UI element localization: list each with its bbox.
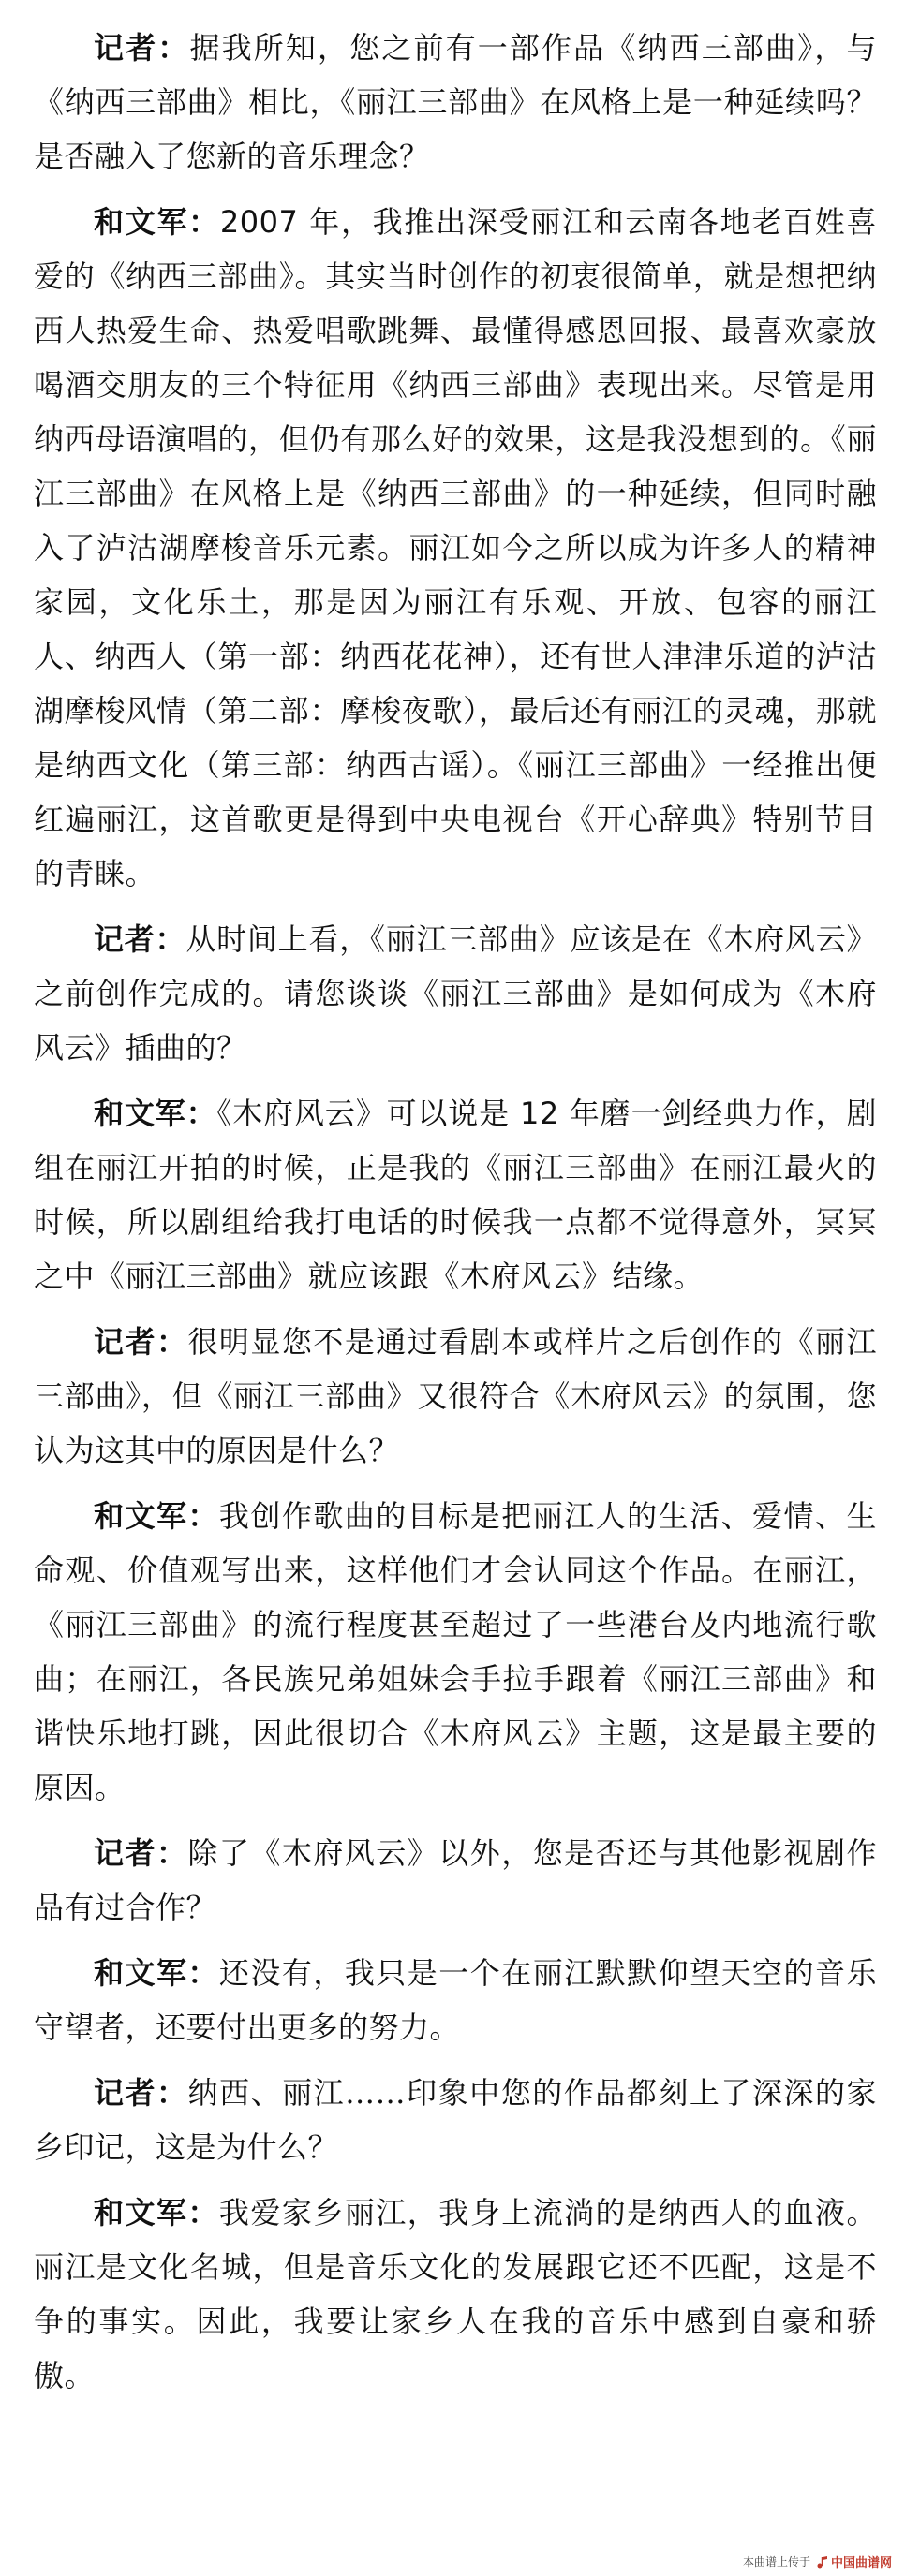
paragraph-text: 从时间上看，《丽江三部曲》应该是在《木府风云》之前创作完成的。请您谈谈《丽江三部曲》是如何成为《木府风云》插曲的？ [34,921,877,1066]
paragraph-text: 除了《木府风云》以外，您是否还与其他影视剧作品有过合作？ [34,1835,877,1925]
speaker-label: 记者： [94,2075,188,2111]
speaker-label: 和文军： [94,1096,217,1131]
site-logo [816,2553,892,2570]
paragraph-answer-3 [34,1489,877,1815]
paragraph-reporter-5 [34,2066,877,2174]
paragraph-text: 我创作歌曲的目标是把丽江人的生活、爱情、生命观、价值观写出来，这样他们才会认同这个作品。在丽江，《丽江三部曲》的流行程度甚至超过了一些港台及内地流行歌曲；在丽江，各民族兄弟姐妹会手拉手跟着《丽江三部曲》和谐快乐地打跳，因此很切合《木府风云》主题，这是最主要的原因。 [34,1498,877,1805]
speaker-label: 和文军： [94,2195,219,2230]
speaker-label: 记者： [94,30,190,66]
paragraph-answer-1 [34,195,877,901]
speaker-label: 和文军： [94,1955,219,1991]
speaker-label: 记者： [94,1835,188,1871]
paragraph-answer-2 [34,1086,877,1303]
paragraph-text: 我爱家乡丽江，我身上流淌的是纳西人的血液。丽江是文化名城，但是音乐文化的发展跟它还不匹配，这是不争的事实。因此，我要让家乡人在我的音乐中感到自豪和骄傲。 [34,2195,877,2393]
paragraph-text: 2007 年，我推出深受丽江和云南各地老百姓喜爱的《纳西三部曲》。其实当时创作的初衷很简单，就是想把纳西人热爱生命、热爱唱歌跳舞、最懂得感恩回报、最喜欢豪放喝酒交朋友的三个特征用《纳西三部曲》表现出来。尽管是用纳西母语演唱的，但仍有那么好的效果，这是我没想到的。《丽江三部曲》在风格上是《纳西三部曲》的一种延续，但同时融入了泸沽湖摩梭音乐元素。丽江如今之所以成为许多人的精神家园，文化乐土，那是因为丽江有乐观、开放、包容的丽江人、纳西人（第一部：纳西花花神），还有世人津津乐道的泸沽湖摩梭风情（第二部：摩梭夜歌），最后还有丽江的灵魂，那就是纳西文化（第三部：纳西古谣）。《丽江三部曲》一经推出便红遍丽江，这首歌更是得到中央电视台《开心辞典》特别节目的青睐。 [34,204,877,891]
paragraph-text: 《木府风云》可以说是 12 年磨一剑经典力作，剧组在丽江开拍的时候，正是我的《丽江三部曲》在丽江最火的时候，所以剧组给我打电话的时候我一点都不觉得意外，冥冥之中《丽江三部曲》就应该跟《木府风云》结缘。 [34,1096,877,1294]
speaker-label: 和文军： [94,1498,219,1534]
paragraph-reporter-4 [34,1826,877,1935]
paragraph-text: 还没有，我只是一个在丽江默默仰望天空的音乐守望者，还要付出更多的努力。 [34,1955,877,2045]
site-name: 中国曲谱网 [830,2556,892,2570]
paragraph-text: 很明显您不是通过看剧本或样片之后创作的《丽江三部曲》，但《丽江三部曲》又很符合《木府风云》的氛围，您认为这其中的原因是什么？ [34,1324,877,1468]
speaker-label: 记者： [94,1324,188,1360]
speaker-label: 记者： [94,921,186,957]
paragraph-text: 据我所知，您之前有一部作品《纳西三部曲》，与《纳西三部曲》相比，《丽江三部曲》在风格上是一种延续吗？是否融入了您新的音乐理念？ [34,30,877,174]
paragraph-reporter-3 [34,1315,877,1478]
music-note-icon [816,2555,829,2569]
speaker-label: 和文军： [94,204,220,240]
paragraph-reporter-2 [34,912,877,1075]
watermark-footer [743,2553,892,2570]
interview-article [34,21,877,2414]
paragraph-text: 纳西、丽江……印象中您的作品都刻上了深深的家乡印记，这是为什么？ [34,2075,877,2165]
paragraph-reporter-1 [34,21,877,184]
upload-source-text: 本曲谱上传于 [742,2555,810,2569]
paragraph-answer-4 [34,1946,877,2054]
paragraph-answer-5 [34,2186,877,2403]
